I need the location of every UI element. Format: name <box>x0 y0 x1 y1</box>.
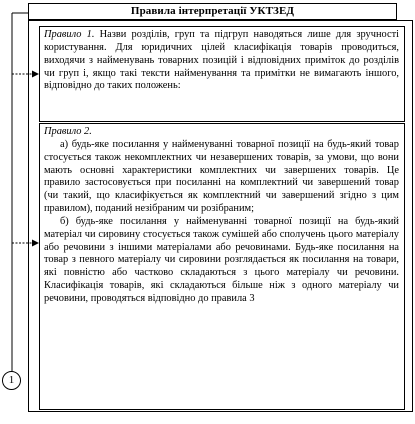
diagram-title: Правила інтерпретації УКТЗЕД <box>28 3 397 20</box>
rule-1-heading: Правило 1. <box>44 29 95 40</box>
rule-1-text: Назви розділів, груп та підгруп наводяться лише для зручності користування. Для юридичних цілей класифікація товарів проводиться, виходячи з найменувань товарних позицій і відповідних приміток до розділів чи груп і, якщо такі тексти найменування та примітки не вимагають іншого, відповідно до таких положень: <box>44 29 400 92</box>
rule-2-heading: Правило 2. <box>44 126 92 137</box>
rule-2-panel <box>39 123 405 410</box>
rule-1-panel <box>39 26 405 122</box>
rule-2-para-b: б) будь-яке посилання у найменуванні товарної позиції на будь-який матеріал чи сировину стосується також сумішей або сполучень цього матеріалу або речовини з іншими матеріалами або речовинами. Будь-яке посилання на товар з певного матеріалу чи сировини розглядається як посилання на товари, які повністю або частково складаються з цього матеріалу чи речовини. Класифікація товарів, які складаються більше ніж з одного матеріалу чи речовини, проводяться відповідно до правила 3 <box>44 215 399 304</box>
marker-circle: 1 <box>2 371 21 390</box>
rule-2-para-a: а) будь-яке посилання у найменуванні товарної позиції на будь-який товар стосується також некомплектних чи незавершених товарів, за умови, що вони мають основні характеристики комплектних чи завершених товарів. Це правило застосовується при посиланні на комплектний чи завершений товар (чи такий, що класифікується як комплектний чи завершений згідно з цим правилом), поданий незібраним чи розібраним; <box>44 138 399 215</box>
